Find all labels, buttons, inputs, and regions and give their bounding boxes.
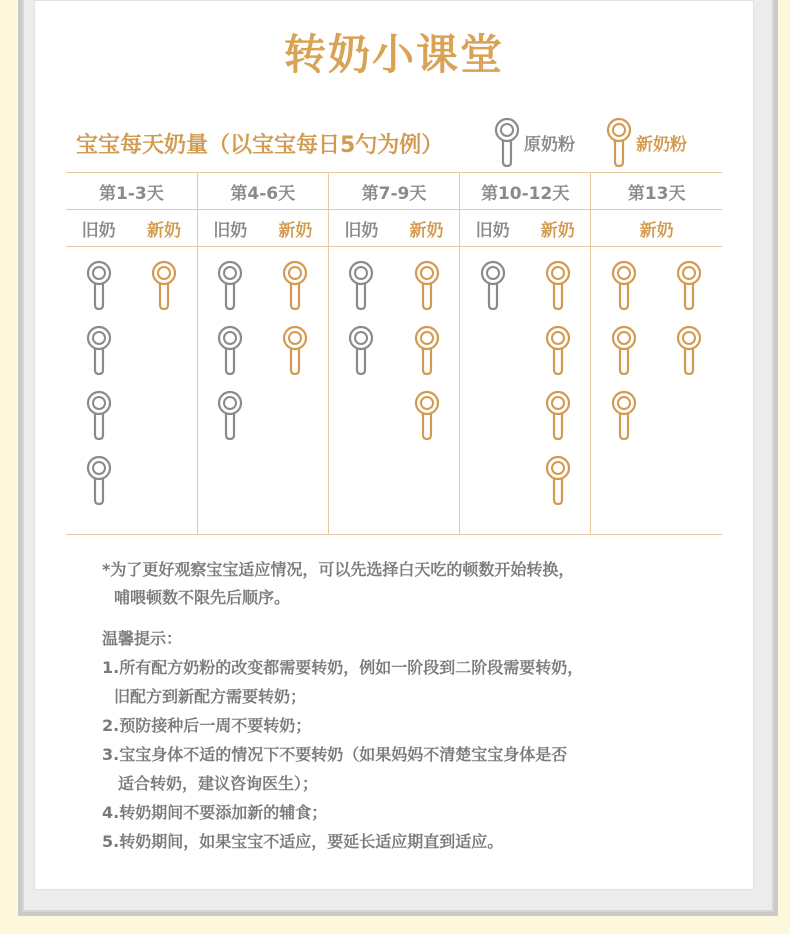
content-card (34, 0, 754, 890)
legend-old (494, 116, 575, 168)
old-milk-label: 旧奶 (475, 220, 510, 241)
spoon-icon (217, 259, 243, 311)
milk-type-cell (66, 210, 197, 247)
spoon-icon (480, 259, 506, 311)
spoon-icon (86, 454, 112, 506)
spoon-icon (282, 259, 308, 311)
old-milk-label: 旧奶 (81, 220, 116, 241)
tip-item: 4.转奶期间不要添加新的辅食； (102, 803, 328, 822)
spoon-icon (217, 324, 243, 376)
spoon-icon (348, 259, 374, 311)
spoon-cell (197, 247, 328, 535)
new-milk-label: 新奶 (147, 220, 182, 241)
spoon-icon (151, 259, 177, 311)
tip-item: 旧配方到新配方需要转奶； (114, 687, 307, 706)
note-line: *为了更好观察宝宝适应情况，可以先选择白天吃的顿数开始转换， (102, 560, 575, 579)
spoon-columns (198, 247, 328, 454)
milk-type-cell (328, 210, 459, 247)
spoon-icon (611, 324, 637, 376)
new-spoon-stack (676, 259, 702, 454)
old-spoon-stack (348, 259, 374, 454)
spoon-columns (329, 247, 459, 454)
new-spoon-stack (151, 259, 177, 519)
note-text (102, 556, 574, 612)
note-line: 哺喂顿数不限先后顺序。 (114, 588, 291, 607)
period-label: 第4-6天 (197, 173, 328, 210)
new-spoon-stack (414, 259, 440, 454)
old-spoon-stack (86, 259, 112, 519)
spoon-cell (66, 247, 197, 535)
milk-type-cell (460, 210, 591, 247)
new-spoon-stack (282, 259, 308, 454)
old-milk-label: 旧奶 (344, 220, 379, 241)
spoon-icon (545, 324, 571, 376)
period-label: 第1-3天 (66, 173, 197, 210)
spoon-icon (86, 259, 112, 311)
spoon-icon (86, 324, 112, 376)
chart-subtitle: 宝宝每天奶量（以宝宝每日5勺为例） (76, 133, 444, 158)
legend-new-label: 新奶粉 (636, 134, 687, 155)
spoon-columns (460, 247, 590, 519)
spoon-icon (545, 389, 571, 441)
spoon-cell (591, 247, 722, 535)
schedule-table (66, 172, 722, 535)
tip-item: 3.宝宝身体不适的情况下不要转奶（如果妈妈不清楚宝宝身体是否 (102, 745, 568, 764)
new-spoon-stack (611, 259, 637, 454)
spoon-icon (348, 324, 374, 376)
legend-new (606, 116, 687, 168)
spoon-icon (676, 324, 702, 376)
old-milk-label: 旧奶 (213, 220, 248, 241)
tip-item: 5.转奶期间，如果宝宝不适应，要延长适应期直到适应。 (102, 832, 504, 851)
legend-old-label: 原奶粉 (524, 134, 575, 155)
spoon-icon (414, 259, 440, 311)
tip-item: 1.所有配方奶粉的改变都需要转奶，例如一阶段到二阶段需要转奶， (102, 658, 584, 677)
new-milk-label: 新奶 (639, 220, 674, 241)
period-label: 第10-12天 (460, 173, 591, 210)
page-title: 转奶小课堂 (283, 30, 504, 79)
spoon-cell (460, 247, 591, 535)
new-milk-label: 新奶 (540, 220, 575, 241)
period-label: 第7-9天 (328, 173, 459, 210)
tip-item: 2.预防接种后一周不要转奶； (102, 716, 312, 735)
spoon-icon (606, 116, 632, 168)
spoon-columns (591, 247, 722, 454)
tips-heading: 温馨提示： (102, 629, 183, 648)
tips-section (102, 624, 583, 856)
period-header-row (66, 173, 722, 210)
spoon-icon (414, 389, 440, 441)
spoon-icon (414, 324, 440, 376)
spoon-cell (328, 247, 459, 535)
new-spoon-stack (545, 259, 571, 519)
new-milk-label: 新奶 (278, 220, 313, 241)
tip-item: 适合转奶，建议咨询医生）； (118, 774, 319, 793)
spoon-icon (86, 389, 112, 441)
spoon-row (66, 247, 722, 535)
spoon-icon (676, 259, 702, 311)
spoon-icon (611, 259, 637, 311)
milk-type-cell (197, 210, 328, 247)
old-spoon-stack (217, 259, 243, 454)
milk-type-row (66, 210, 722, 247)
spoon-icon (217, 389, 243, 441)
spoon-icon (545, 259, 571, 311)
spoon-icon (494, 116, 520, 168)
old-spoon-stack (480, 259, 506, 519)
spoon-icon (282, 324, 308, 376)
spoon-icon (545, 454, 571, 506)
spoon-columns (66, 247, 197, 519)
milk-type-cell (591, 210, 722, 247)
new-milk-label: 新奶 (409, 220, 444, 241)
period-label: 第13天 (591, 173, 722, 210)
spoon-icon (611, 389, 637, 441)
